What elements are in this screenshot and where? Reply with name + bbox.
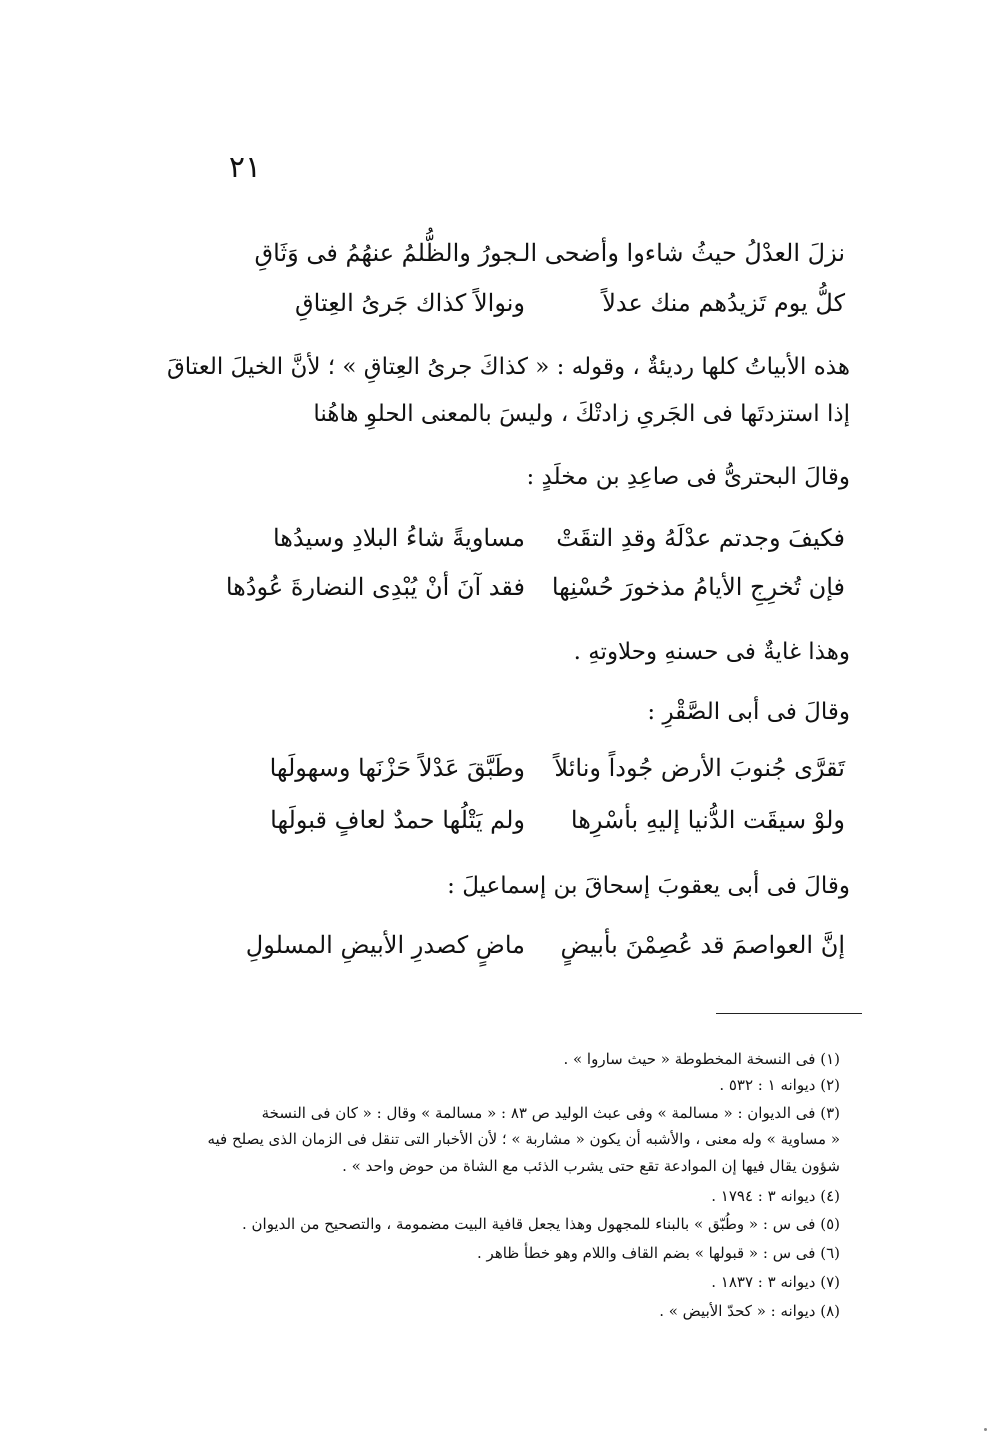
verse-line (225, 230, 845, 276)
verse-first-hemistich: كلُّ يوم تَزيدُهم منك عدلاً (602, 289, 845, 317)
poem-introduction: وقالَ فى أبى يعقوبَ إسحاقَ بن إسماعيلَ : (447, 873, 850, 899)
verse-line (225, 745, 845, 791)
verse-second-hemistich: ونوالاً كذاك جَرىُ العِتاقِ (295, 289, 525, 317)
footnote: (١) فى النسخة المخطوطة « حيث ساروا » . (563, 1050, 840, 1068)
verse-second-hemistich: وطَبَّقَ عَدْلاً حَزْنَها وسهولَها (269, 754, 525, 782)
poem-introduction: وقالَ فى أبى الصَّقْرِ : (647, 699, 850, 725)
verse-first-hemistich: نزلَ العدْلُ حيثُ شاءوا وأضحى الـ (516, 239, 845, 267)
verse-second-hemistich: ماضٍ كصدرِ الأبيضِ المسلولِ (245, 931, 525, 959)
verse-second-hemistich: ولم يَتْلُها حمدٌ لعافٍ قبولَها (270, 806, 525, 834)
verse-line (225, 564, 845, 610)
footnote: (٥) فى س : « وطُبّق » بالبناء للمجهول وهذا يجعل قافية البيت مضمومة ، والتصحيح من الديوان . (241, 1215, 840, 1233)
footnote: شؤون يقال فيها إن الموادعة تقع حتى يشرب الذئب مع الشاة من حوض واحد » . (342, 1157, 840, 1175)
prose-line: وهذا غايةٌ فى حسنهِ وحلاوتهِ . (573, 639, 850, 665)
verse-line (225, 797, 845, 843)
verse-first-hemistich: ولوْ سيقَت الدُّنيا إليهِ بأسْرِها (570, 806, 845, 834)
footnote: (٨) ديوانه : « كحدّ الأبيض » . (659, 1302, 840, 1320)
verse-second-hemistich: فقد آنَ أنْ يُبْدِى النضارةَ عُودُها (225, 573, 525, 601)
footnote: « مساوية » وله معنى ، والأشبه أن يكون « مشاربة » ؛ لأن الأخبار التى تنقل فى الزمان الذى يصلح فيه (207, 1130, 840, 1148)
verse-line (225, 280, 845, 326)
verse-first-hemistich: فإن تُخرِجِ الأيامُ مذخورَ حُسْنِها (551, 573, 845, 601)
verse-second-hemistich: مساويةً شاءُ البلادِ وسيدُها (272, 524, 525, 552)
footnote: (٧) ديوانه ٣ : ١٨٣٧ . (711, 1273, 840, 1291)
verse-first-hemistich: إنَّ العواصمَ قد عُصِمْنَ بأبيضٍ (560, 931, 845, 959)
footnote: (٦) فى س : « قبولها » بضم القاف واللام وهو خطأ ظاهر . (477, 1244, 840, 1262)
verse-line (225, 515, 845, 561)
footnote-separator (716, 1013, 862, 1014)
verse-second-hemistich: ـجورُ والظُّلمُ عنهُمُ فى وَثَاقِ (254, 239, 525, 267)
footnote: (٢) ديوانه ١ : ٥٣٢ . (719, 1076, 840, 1094)
prose-line: إذا استزدتَها فى الجَرىِ زادتْكَ ، وليسَ بالمعنى الحلوِ هاهُنا (313, 401, 850, 427)
footnote: (٤) ديوانه ٣ : ١٧٩٤ . (711, 1187, 840, 1205)
verse-line (225, 922, 845, 968)
footnote: (٣) فى الديوان : « مسالمة » وفى عبث الوليد ص ٨٣ : « مسالمة » وقال : « كان فى النسخة (261, 1104, 840, 1122)
verse-first-hemistich: تَقرَّى جُنوبَ الأرض جُوداً ونائلاً (554, 754, 845, 782)
scan-speck (984, 1428, 987, 1431)
page-number: ٢١ (228, 150, 262, 185)
poem-introduction: وقالَ البحترىُّ فى صاعِدِ بن مخلَدٍ : (526, 464, 850, 490)
verse-first-hemistich: فكيفَ وجدتم عدْلَهُ وقدِ التقَتْ (556, 524, 845, 552)
prose-line: هذه الأبياتُ كلها رديئةٌ ، وقوله : « كذاكَ جرىُ العِتاقِ » ؛ لأنَّ الخيلَ العتاقَ (166, 354, 850, 380)
